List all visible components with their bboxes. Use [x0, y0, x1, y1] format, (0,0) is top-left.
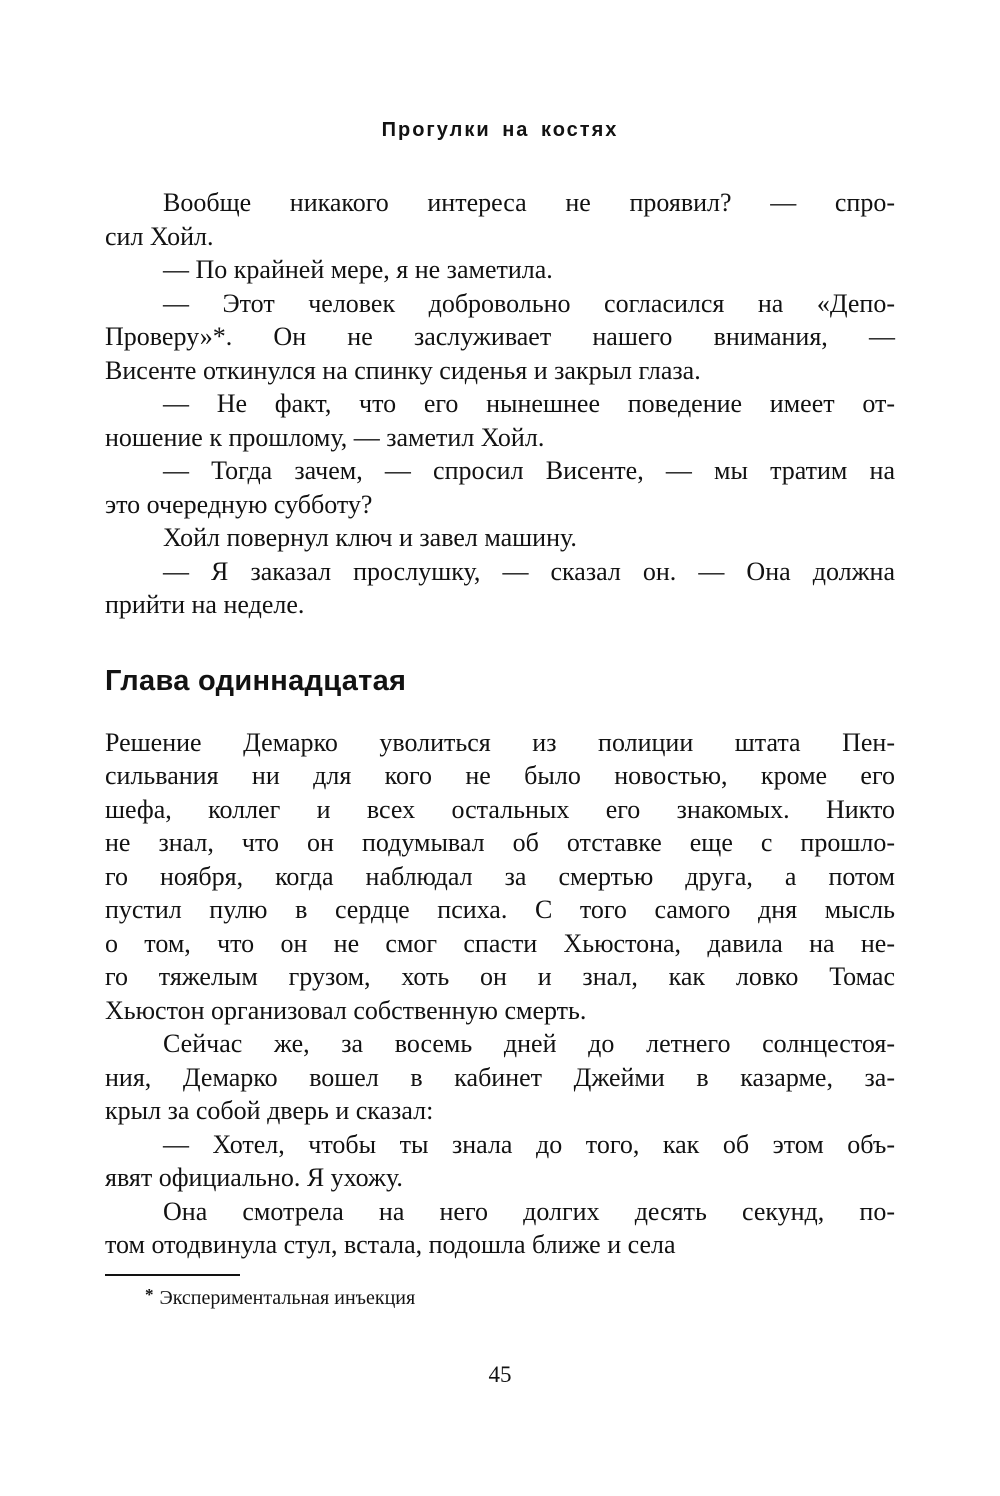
paragraph — [105, 186, 895, 253]
footnote-rule — [105, 1274, 240, 1276]
paragraph — [105, 1195, 895, 1262]
text-line: — Тогда зачем, — спросил Висенте, — мы тратим на — [163, 456, 895, 485]
text-line: шефа, коллег и всех остальных его знакомых. Никто — [105, 794, 895, 824]
text-line: сильвания ни для кого не было новостью, кроме его — [105, 761, 895, 790]
text-line: Висенте откинулся на спинку сиденья и закрыл глаза. — [105, 355, 701, 385]
paragraph — [105, 387, 895, 454]
text-line: Хойл повернул ключ и завел машину. — [163, 523, 577, 552]
paragraph — [105, 287, 895, 388]
text-line: сил Хойл. — [105, 221, 214, 251]
text-line: о том, что он не смог спасти Хьюстона, давила на не- — [105, 928, 895, 958]
text-line: Вообще никакого интереса не проявил? — спро- — [163, 188, 895, 217]
paragraph — [105, 1128, 895, 1195]
text-line: го тяжелым грузом, хоть он и знал, как ловко Томас — [105, 962, 895, 991]
text-line: пустил пулю в сердце психа. С того самого дня мысль — [105, 895, 895, 924]
footnote — [105, 1274, 895, 1311]
body-text — [105, 186, 895, 1262]
running-title: Прогулки на костях — [381, 119, 619, 141]
text-line: Хьюстон организовал собственную смерть. — [105, 995, 587, 1025]
chapter-heading: Глава одиннадцатая — [105, 664, 407, 697]
text-line: — По крайней мере, я не заметила. — [163, 255, 553, 284]
text-line: Сейчас же, за восемь дней до летнего солнцестоя- — [163, 1029, 895, 1058]
paragraph — [105, 555, 895, 622]
footnote-text-line — [105, 1282, 895, 1311]
text-line: явят официально. Я ухожу. — [105, 1163, 403, 1192]
text-line: не знал, что он подумывал об отставке еще с прошло- — [105, 828, 895, 857]
footnote-text: Экспериментальная инъекция — [159, 1286, 416, 1309]
page-number: 45 — [488, 1362, 512, 1387]
paragraph — [105, 454, 895, 521]
paragraph — [105, 253, 895, 287]
text-line: это очередную субботу? — [105, 489, 373, 519]
text-line: крыл за собой дверь и сказал: — [105, 1096, 434, 1125]
text-line: го ноября, когда наблюдал за смертью друга, а потом — [105, 861, 895, 891]
text-line: Решение Демарко уволиться из полиции штата Пен- — [105, 727, 895, 757]
paragraph — [105, 521, 895, 555]
text-line: ношение к прошлому, — заметил Хойл. — [105, 422, 545, 452]
text-line: Она смотрела на него долгих десять секунд, по- — [163, 1196, 895, 1226]
text-line: — Не факт, что его нынешнее поведение имеет от- — [163, 389, 895, 418]
text-line: — Этот человек добровольно согласился на «Депо- — [163, 288, 895, 318]
text-line: ния, Демарко вошел в кабинет Джейми в казарме, за- — [105, 1062, 895, 1092]
footnote-marker: * — [145, 1284, 154, 1304]
text-line: том отодвинула стул, встала, подошла ближе и села — [105, 1230, 676, 1259]
paragraph — [105, 1027, 895, 1128]
text-line: — Я заказал прослушку, — сказал он. — Она должна — [163, 556, 895, 586]
text-line: Проверу»*. Он не заслуживает нашего внимания, — — [105, 322, 895, 351]
text-line: — Хотел, чтобы ты знала до того, как об этом объ- — [163, 1129, 895, 1159]
paragraph — [105, 726, 895, 1028]
text-line: прийти на неделе. — [105, 590, 305, 619]
